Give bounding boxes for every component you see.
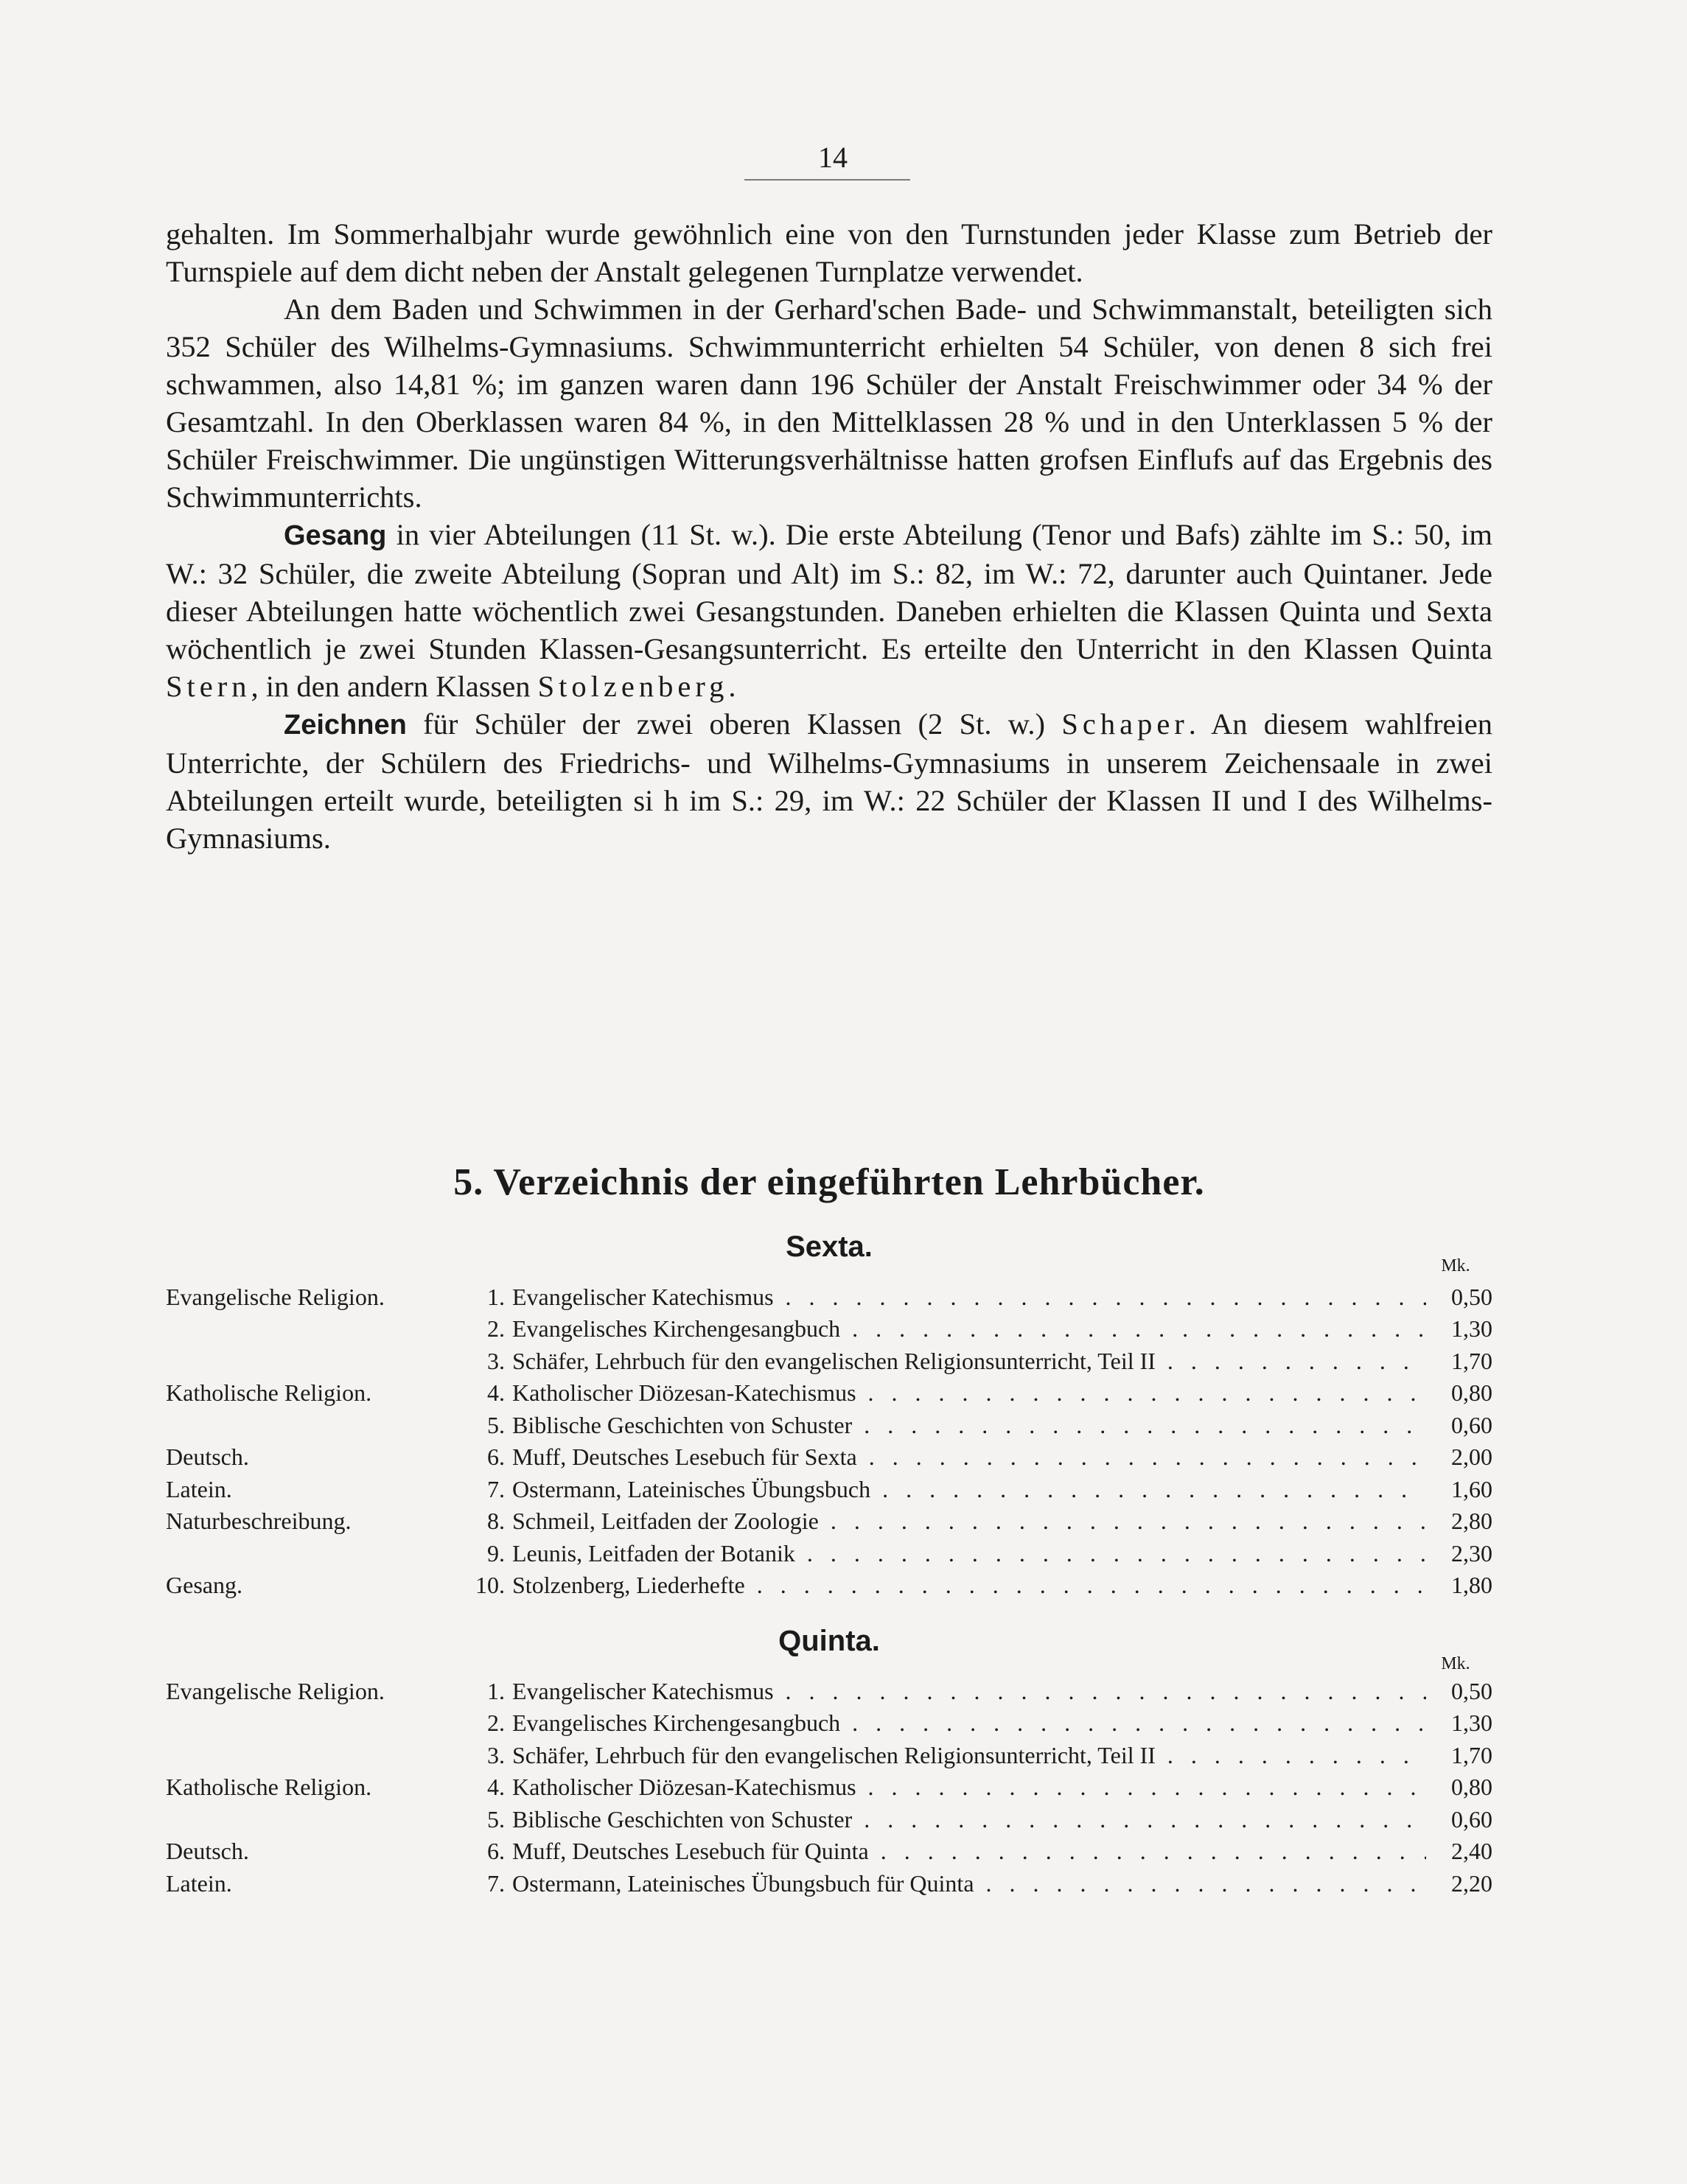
book-subject — [166, 1705, 461, 1737]
book-row — [166, 1833, 1492, 1866]
book-subject: Deutsch. — [166, 1443, 249, 1470]
book-title: Biblische Geschichten von Schuster . . . — [512, 1412, 1426, 1439]
book-row — [166, 1503, 1492, 1536]
quinta-book-rows — [166, 1673, 1492, 1897]
book-number: 2. — [487, 1709, 505, 1736]
book-number: 8. — [487, 1508, 505, 1534]
book-price: 1,60 — [1451, 1475, 1492, 1502]
book-title: Ostermann, Lateinisches Übungsbuch . . . — [512, 1476, 1426, 1503]
book-subject — [166, 1343, 461, 1375]
sexta-currency-label: Mk. — [1441, 1256, 1470, 1275]
book-row — [166, 1311, 1492, 1343]
book-title-cell — [512, 1801, 1426, 1833]
book-row — [166, 1673, 1492, 1705]
book-row — [166, 1343, 1492, 1375]
book-title-cell — [512, 1737, 1426, 1769]
book-title-cell — [512, 1439, 1426, 1471]
book-title-cell — [512, 1471, 1426, 1503]
book-price: 0,50 — [1451, 1677, 1492, 1704]
book-title: Schäfer, Lehrbuch für den evangelischen Religionsunterricht, Teil II . . . — [512, 1348, 1426, 1375]
book-subject — [166, 1535, 461, 1567]
book-subject — [166, 1407, 461, 1439]
book-number: 5. — [487, 1411, 505, 1438]
book-row — [166, 1471, 1492, 1503]
book-title: Biblische Geschichten von Schuster . . . — [512, 1806, 1426, 1833]
zeichnen-text-1: für Schüler der zwei oberen Klassen (2 St. w.) — [406, 707, 1062, 741]
book-title: Stolzenberg, Liederhefte . . . — [512, 1572, 1426, 1599]
book-number: 1. — [487, 1283, 505, 1310]
quinta-currency-label: Mk. — [1441, 1654, 1470, 1673]
teacher-name-stolzenberg: Stolzenberg — [537, 670, 729, 703]
book-subject: Evangelische Religion. — [166, 1283, 385, 1310]
book-price: 2,80 — [1451, 1508, 1492, 1534]
book-price: 1,70 — [1451, 1347, 1492, 1374]
book-subject: Evangelische Religion. — [166, 1677, 385, 1704]
book-number: 5. — [487, 1805, 505, 1833]
heading-gesang: Gesang — [284, 520, 387, 551]
book-subject — [166, 1737, 461, 1769]
book-number: 2. — [487, 1315, 505, 1342]
book-title: Schäfer, Lehrbuch für den evangelischen Religionsunterricht, Teil II . . . — [512, 1742, 1426, 1769]
book-subject: Deutsch. — [166, 1838, 249, 1864]
paragraph-zeichnen — [166, 705, 1492, 857]
book-title-cell — [512, 1278, 1426, 1311]
book-number: 7. — [487, 1475, 505, 1502]
book-row — [166, 1439, 1492, 1471]
book-row — [166, 1407, 1492, 1439]
book-subject: Gesang. — [166, 1572, 242, 1598]
book-title-cell — [512, 1375, 1426, 1407]
paragraph-gesang — [166, 516, 1492, 705]
book-subject — [166, 1801, 461, 1833]
book-price: 0,50 — [1451, 1283, 1492, 1310]
book-row — [166, 1769, 1492, 1802]
book-number: 1. — [487, 1677, 505, 1704]
book-title: Evangelisches Kirchengesangbuch . . . — [512, 1709, 1426, 1737]
book-title-cell — [512, 1503, 1426, 1536]
book-title-cell — [512, 1705, 1426, 1737]
book-price: 1,80 — [1451, 1572, 1492, 1598]
page-number-rule — [744, 179, 910, 181]
book-title: Katholischer Diözesan-Katechismus . . . — [512, 1774, 1426, 1801]
book-subject: Naturbeschreibung. — [166, 1508, 352, 1534]
book-price: 1,30 — [1451, 1709, 1492, 1736]
book-title: Muff, Deutsches Lesebuch für Sexta . . . — [512, 1443, 1426, 1471]
book-price: 0,60 — [1451, 1805, 1492, 1833]
book-title: Evangelischer Katechismus . . . — [512, 1284, 1426, 1311]
book-subject: Latein. — [166, 1475, 232, 1502]
gesang-text-2: , in den andern Klassen — [251, 670, 538, 703]
book-title-cell — [512, 1407, 1426, 1439]
book-subject: Katholische Religion. — [166, 1379, 372, 1406]
book-title-cell — [512, 1567, 1426, 1600]
book-title: Leunis, Leitfaden der Botanik . . . — [512, 1540, 1426, 1567]
book-title-cell — [512, 1769, 1426, 1802]
page-number: 14 — [818, 141, 848, 174]
teacher-name-stern: Stern — [166, 670, 251, 703]
teacher-name-schaper: Schaper — [1061, 707, 1189, 741]
book-price: 0,80 — [1451, 1774, 1492, 1800]
book-row — [166, 1801, 1492, 1833]
book-title: Evangelisches Kirchengesangbuch . . . — [512, 1315, 1426, 1343]
gesang-text-3: . — [728, 670, 736, 703]
book-number: 9. — [487, 1539, 505, 1567]
book-price: 0,80 — [1451, 1379, 1492, 1406]
book-price: 2,20 — [1451, 1869, 1492, 1897]
book-row — [166, 1865, 1492, 1897]
book-price: 2,40 — [1451, 1838, 1492, 1864]
book-title-cell — [512, 1535, 1426, 1567]
book-row — [166, 1737, 1492, 1769]
book-title: Ostermann, Lateinisches Übungsbuch für Quinta . . . — [512, 1870, 1426, 1897]
book-title-cell — [512, 1311, 1426, 1343]
section-title: 5. Verzeichnis der eingeführten Lehrbücher. — [453, 1161, 1205, 1203]
book-title-cell — [512, 1865, 1426, 1897]
sexta-heading: Sexta. — [786, 1231, 873, 1263]
book-row — [166, 1278, 1492, 1311]
book-title-cell — [512, 1833, 1426, 1866]
book-number: 3. — [487, 1741, 505, 1768]
book-number: 10. — [475, 1572, 505, 1598]
zeichnen-text-2: . An diesem wahlfreien Unterrichte, der Schülern des Friedrichs- und Wilhelms-Gymnasiums in unserem Zeichensaale in zwei Abteilungen erteilt wurde, beteiligten si h im S.: 29, im W.: 22 Schüler der Klassen II und I des Wilhelms-Gymnasiums. — [166, 707, 1492, 855]
book-row — [166, 1567, 1492, 1600]
book-price: 1,30 — [1451, 1315, 1492, 1342]
book-title: Schmeil, Leitfaden der Zoologie . . . — [512, 1508, 1426, 1535]
book-price: 0,60 — [1451, 1411, 1492, 1438]
book-number: 6. — [487, 1443, 505, 1470]
book-subject: Latein. — [166, 1869, 232, 1897]
book-subject — [166, 1311, 461, 1343]
sexta-book-table — [166, 1278, 1492, 1599]
book-number: 3. — [487, 1347, 505, 1374]
quinta-heading: Quinta. — [778, 1625, 880, 1657]
book-number: 4. — [487, 1379, 505, 1406]
heading-zeichnen: Zeichnen — [284, 710, 407, 741]
book-price: 2,00 — [1451, 1443, 1492, 1470]
paragraph-turnen: gehalten. Im Sommerhalbjahr wurde gewöhnlich eine von den Turnstunden jeder Klasse zum Betrieb der Turnspiele auf dem dicht neben der Anstalt gelegenen Turnplatze verwendet. — [166, 217, 1492, 288]
book-title: Katholischer Diözesan-Katechismus . . . — [512, 1379, 1426, 1407]
quinta-book-table — [166, 1673, 1492, 1897]
book-number: 4. — [487, 1774, 505, 1800]
book-title: Evangelischer Katechismus . . . — [512, 1678, 1426, 1705]
book-subject: Katholische Religion. — [166, 1774, 372, 1800]
gesang-text-1: in vier Abteilungen (11 St. w.). Die erste Abteilung (Tenor und Bafs) zählte im S.: 50, im W.: 32 Schüler, die zweite Abteilung (Sopran und Alt) im S.: 82, im W.: 72, darunter auch Quintaner. Jede dieser Abteilungen hatte wöchentlich zwei Gesangstunden. Daneben erhielten die Klassen Quinta und Sexta wöchentlich je zwei Stunden Klassen-Gesangsunterricht. Es erteilte den Unterricht in den Klassen Quinta — [166, 518, 1492, 665]
paragraph-schwimmen: An dem Baden und Schwimmen in der Gerhard'schen Bade- und Schwimmanstalt, beteiligten sich 352 Schüler des Wilhelms-Gymnasiums. Schwimmunterricht erhielten 54 Schüler, von denen 8 sich frei schwammen, also 14,81 %; im ganzen waren dann 196 Schüler der Anstalt Freischwimmer oder 34 % der Gesamtzahl. In den Oberklassen waren 84 %, in den Mittelklassen 28 % und in den Unterklassen 5 % der Schüler Freischwimmer. Die ungünstigen Witterungsverhältnisse hatten grofsen Einflufs auf das Ergebnis des Schwimmunterrichts. — [166, 293, 1492, 514]
body-text — [166, 215, 1492, 857]
book-row — [166, 1535, 1492, 1567]
book-price: 1,70 — [1451, 1741, 1492, 1768]
sexta-book-rows — [166, 1278, 1492, 1599]
book-price: 2,30 — [1451, 1539, 1492, 1567]
book-number: 7. — [487, 1869, 505, 1897]
book-row — [166, 1705, 1492, 1737]
book-title-cell — [512, 1343, 1426, 1375]
book-title-cell — [512, 1673, 1426, 1705]
book-number: 6. — [487, 1838, 505, 1864]
book-title: Muff, Deutsches Lesebuch für Quinta . . . — [512, 1838, 1426, 1865]
book-row — [166, 1375, 1492, 1407]
